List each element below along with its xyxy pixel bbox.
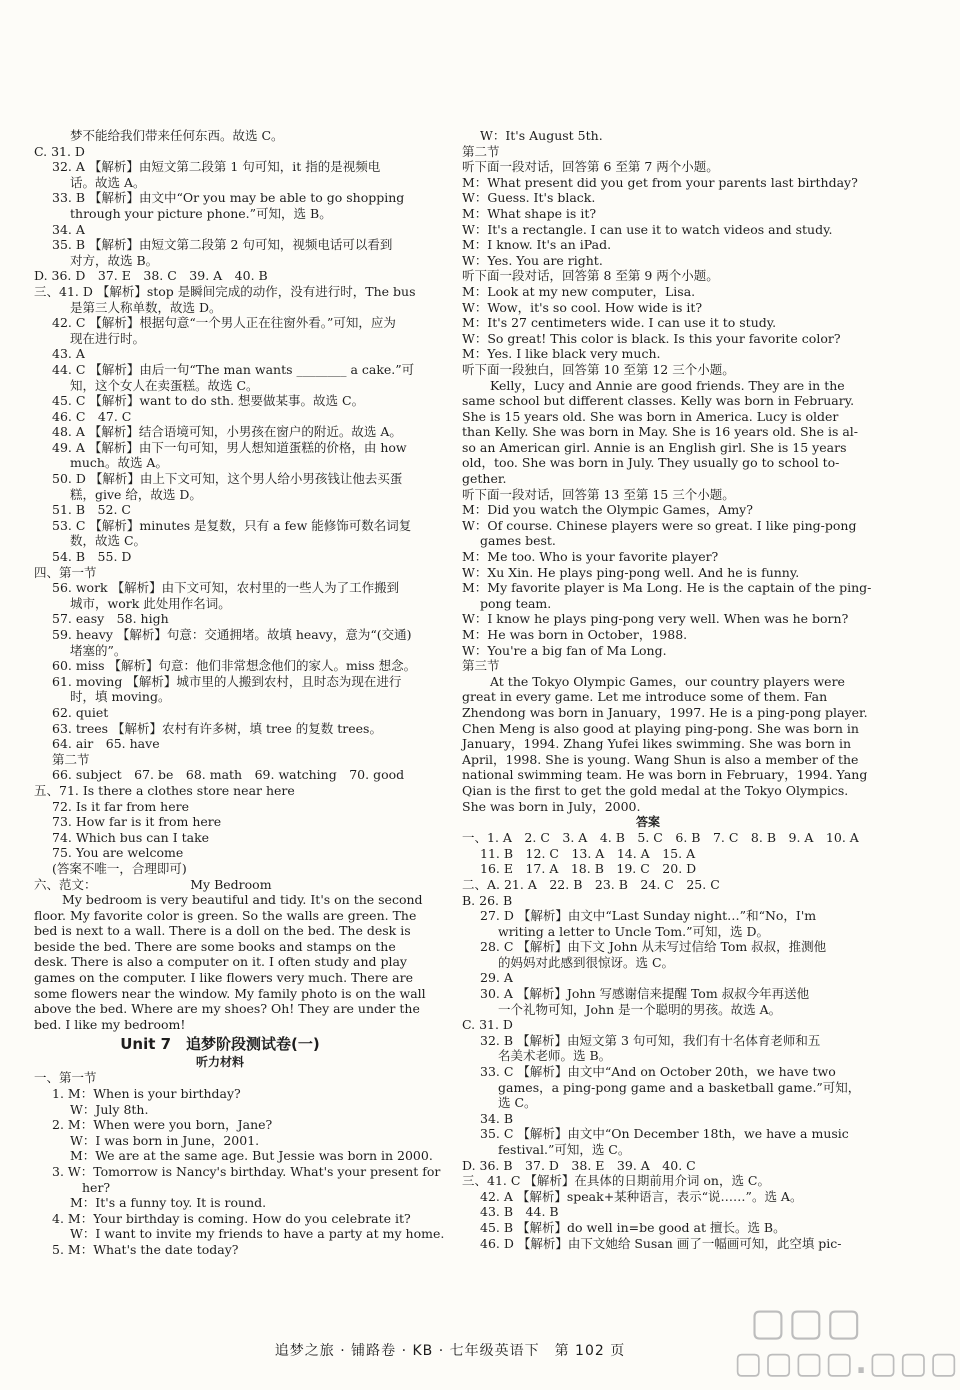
right-line: 听下面一段对话，回答第 8 至第 9 两个小题。 xyxy=(462,268,719,284)
left-line: 城市，work 此处用作名词。 xyxy=(70,595,231,611)
right-line: M：Me too. Who is your favorite player? xyxy=(462,549,719,565)
right-line: M：What present did you get from your parents last birthday? xyxy=(462,174,858,190)
left-line: through your picture phone.”可知，选 B。 xyxy=(70,205,332,221)
right-listening-block xyxy=(462,128,872,814)
right-line: W：Xu Xin. He plays ping-pong well. And he is funny. xyxy=(462,564,800,580)
right2-line: D. 36. B 37. D 38. E 39. A 40. C xyxy=(462,1157,696,1173)
left-line: 四、第一节 xyxy=(34,564,97,580)
right-line: than Kelly. She was born in May. She is 16 years old. She is al- xyxy=(462,424,859,440)
left-line: 35. B 【解析】由短文第二段第 2 句可知，视频电话可以看到 xyxy=(52,237,393,253)
right2-line: 一、1. A 2. C 3. A 4. B 5. C 6. B 7. C 8. B 9. A 10. A xyxy=(462,830,859,846)
left-line: 五、71. Is there a clothes store near here xyxy=(34,782,295,798)
left2-line: 1. M：When is your birthday? xyxy=(52,1086,241,1102)
right2-line: 27. D 【解析】由文中“Last Sunday night…”和“No，I'm xyxy=(480,908,817,924)
left-line: 60. miss 【解析】句意：他们非常想念他们的家人。miss 想念。 xyxy=(52,658,417,674)
left-line: 44. C 【解析】由后一句“The man wants ________ a cake.”可 xyxy=(52,361,415,377)
left-line: beside the bed. There are some books and stamps on the xyxy=(34,938,396,954)
right2-line: 二、A. 21. A 22. B 23. B 24. C 25. C xyxy=(462,876,720,892)
right2-line: 一个礼物可知，John 是一个聪明的男孩。故选 A。 xyxy=(498,1001,782,1017)
right2-line: 三、41. C 【解析】在具体的日期前用介词 on，选 C。 xyxy=(462,1173,770,1189)
left-line: 数，故选 C。 xyxy=(70,533,147,549)
left-column xyxy=(34,128,445,1258)
left-line: D. 36. D 37. E 38. C 39. A 40. B xyxy=(34,268,268,284)
right-line: W：I know he plays ping-pong very well. When was he born? xyxy=(462,611,849,627)
watermark-cn: ▢▢▢ xyxy=(750,1300,864,1344)
watermark-logo xyxy=(720,1300,960,1384)
right-line: W：So great! This color is black. Is this your favorite color? xyxy=(462,330,841,346)
left-line: 42. C 【解析】根据句意“一个男人正在往窗外看。”可知，应为 xyxy=(52,315,396,331)
right-line: She is 15 years old. She was born in America. Lucy is older xyxy=(462,408,839,424)
right2-line: 46. D 【解析】由下文她给 Susan 画了一幅画可知，此空填 pic- xyxy=(480,1235,842,1251)
right-line: W：Of course. Chinese players were so great. I like ping-pong xyxy=(462,517,857,533)
left-line: 64. air 65. have xyxy=(52,736,160,752)
left-line: some flowers near the window. My family photo is on the wall xyxy=(34,985,426,1001)
left-line: 第二节 xyxy=(52,751,90,767)
left-line: much。故选 A。 xyxy=(70,455,168,471)
left-line: 话。故选 A。 xyxy=(70,174,146,190)
left-line: 51. B 52. C xyxy=(52,502,131,518)
right2-line: 的妈妈对此感到很惊讶。选 C。 xyxy=(498,954,675,970)
right-line: pong team. xyxy=(480,595,552,611)
right-answers-block xyxy=(462,830,861,1251)
left-line: 73. How far is it from here xyxy=(52,814,222,830)
left2-line: 3. W：Tomorrow is Nancy's birthday. What's your present for xyxy=(52,1164,441,1179)
right-line: W：Yes. You are right. xyxy=(462,252,603,268)
left-line: 45. C 【解析】want to do sth. 想要做某事。故选 C。 xyxy=(52,393,365,409)
right-line: At the Tokyo Olympic Games，our country players were xyxy=(490,673,845,689)
left2-line: 一、第一节 xyxy=(34,1070,97,1086)
right-line: M：What shape is it? xyxy=(462,205,597,221)
right-line: 第二节 xyxy=(462,143,500,159)
right-line: April，1998. She is young. Wang Shun is also a member of the xyxy=(462,751,859,767)
right2-line: 42. A 【解析】speak+某种语言，表示“说……”。选 A。 xyxy=(480,1188,803,1204)
left-line: 66. subject 67. be 68. math 69. watching 70. good xyxy=(52,767,405,783)
left-line: 32. A 【解析】由短文第二段第 1 句可知，it 指的是视频电 xyxy=(52,159,381,175)
right-line: W：It's August 5th. xyxy=(480,128,603,143)
left-line: floor. My favorite color is green. So the walls are green. The xyxy=(34,907,417,923)
left-line: 74. Which bus can I take xyxy=(52,829,210,845)
left-line: 53. C 【解析】minutes 是复数，只有 a few 能修饰可数名词复 xyxy=(52,517,412,533)
right-line: 听下面一段对话，回答第 13 至第 15 三个小题。 xyxy=(462,486,735,502)
right-line: M：It's 27 centimeters wide. I can use it to study. xyxy=(462,315,777,331)
right2-line: 名美术老师。选 B。 xyxy=(498,1048,612,1064)
right2-line: 11. B 12. C 13. A 14. A 15. A xyxy=(480,845,696,861)
right2-line: 33. C 【解析】由文中“And on October 20th，we have two xyxy=(480,1064,836,1080)
right-line: W：Guess. It's black. xyxy=(462,190,596,206)
left-line: bed is next to a wall. There is a doll on the bed. The desk is xyxy=(34,923,411,939)
left2-line: W：I want to invite my friends to have a party at my home. xyxy=(70,1226,445,1242)
right-line: Zhendong was born in January，1997. He is a ping-pong player. xyxy=(462,704,868,720)
left-line: 现在进行时。 xyxy=(70,330,146,346)
right-line: Chen Meng is also good at playing ping-pong. She was born in xyxy=(462,720,859,736)
right-line: January，1994. Zhang Yufei likes swimming. She was born in xyxy=(462,736,852,752)
right-line: games best. xyxy=(480,533,556,549)
left-line: 六、范文： My Bedroom xyxy=(34,876,272,892)
right-line: M：I know. It's an iPad. xyxy=(462,237,612,253)
right2-line: 34. B xyxy=(480,1110,514,1126)
left2-line: her? xyxy=(82,1179,111,1195)
left-line: (答案不唯一，合理即可) xyxy=(52,860,187,876)
left-line: 63. trees 【解析】农村有许多树，填 tree 的复数 trees。 xyxy=(52,720,382,736)
left-line: above the bed. Where are my shoes? Oh! They are under the xyxy=(34,1001,420,1017)
left-line: 56. work 【解析】由下文可知，农村里的一些人为了工作搬到 xyxy=(52,580,400,596)
right2-line: writing a letter to Uncle Tom.”可知，选 D。 xyxy=(498,923,770,939)
left-answers-block xyxy=(34,128,426,1032)
right2-line: 29. A xyxy=(480,970,513,986)
right2-line: 35. C 【解析】由文中“On December 18th，we have a music xyxy=(480,1126,849,1142)
right-line: great in every game. Let me introduce some of them. Fan xyxy=(462,689,828,705)
left2-line: 5. M：What's the date today? xyxy=(52,1241,239,1257)
right-line: 第三节 xyxy=(462,658,500,674)
right2-line: 28. C 【解析】由下文 John 从未写过信给 Tom 叔叔，推测他 xyxy=(480,939,827,955)
left-line: 是第三人称单数，故选 D。 xyxy=(70,299,222,315)
right2-line: 30. A 【解析】John 写感谢信来提醒 Tom 叔叔今年再送他 xyxy=(480,986,810,1002)
left-line: 46. C 47. C xyxy=(52,408,132,424)
right2-line: 43. B 44. B xyxy=(480,1204,559,1220)
left2-line: W：July 8th. xyxy=(70,1101,149,1117)
right-line: Kelly，Lucy and Annie are good friends. They are in the xyxy=(490,377,845,393)
right2-line: 16. E 17. A 18. B 19. C 20. D xyxy=(480,861,697,877)
right-line: M：Look at my new computer，Lisa. xyxy=(462,283,696,299)
right-line: old，too. She was born in July. They usually go to school to- xyxy=(462,455,840,471)
answers-title: 答案 xyxy=(635,815,660,830)
right2-line: B. 26. B xyxy=(462,892,513,908)
right-line: W：You're a big fan of Ma Long. xyxy=(462,642,667,658)
right-line: M：My favorite player is Ma Long. He is the captain of the ping- xyxy=(462,580,872,596)
right2-line: 选 C。 xyxy=(498,1095,537,1111)
left-line: 33. B 【解析】由文中“Or you may be able to go shopping xyxy=(52,190,405,206)
right2-line: games，a ping-pong game and a basketball game.”可知， xyxy=(498,1079,861,1095)
left-line: 34. A xyxy=(52,221,85,237)
right2-line: 32. B 【解析】由短文第 3 句可知，我们有十名体育老师和五 xyxy=(480,1032,821,1048)
left-line: 54. B 55. D xyxy=(52,549,132,565)
right-line: so an American girl. Annie is an English girl. She is 15 years xyxy=(462,439,847,455)
left-line: desk. There is also a computer on it. I often study and play xyxy=(34,954,407,970)
left-line: C. 31. D xyxy=(34,143,85,159)
left2-line: 2. M：When were you born，Jane? xyxy=(52,1117,273,1133)
right-line: Qian is the first to get the gold medal at the Tokyo Olympics. xyxy=(462,782,849,798)
left-line: 61. moving 【解析】城市里的人搬到农村，且时态为现在进行 xyxy=(52,673,402,689)
right-line: national swimming team. He was born in February，1994. Yang xyxy=(462,767,868,783)
left2-line: M：We are at the same age. But Jessie was born in 2000. xyxy=(70,1148,433,1164)
left-line: 知，这个女人在卖蛋糕。故选 C。 xyxy=(70,377,259,393)
right-line: M：Yes. I like black very much. xyxy=(462,346,661,362)
right-line: M：Did you watch the Olympic Games，Amy? xyxy=(462,502,753,518)
right-line: 听下面一段独白，回答第 10 至第 12 三个小题。 xyxy=(462,361,735,377)
page-footer: 追梦之旅 · 铺路卷 · KB · 七年级英语下 第 102 页 xyxy=(274,1343,626,1359)
right2-line: festival.”可知，选 C。 xyxy=(498,1142,631,1157)
left-line: 75. You are welcome xyxy=(52,845,184,861)
right2-line: C. 31. D xyxy=(462,1017,513,1033)
left-line: bed. I like my bedroom! xyxy=(34,1016,186,1032)
right-line: same school but different classes. Kelly was born in February. xyxy=(462,393,855,409)
right-line: 听下面一段对话，回答第 6 至第 7 两个小题。 xyxy=(462,159,719,175)
left-line: 时，填 moving。 xyxy=(70,689,171,705)
left-line: 43. A xyxy=(52,346,85,362)
right-line: She was born in July，2000. xyxy=(462,798,641,814)
left-line: games on the computer. I like flowers very much. There are xyxy=(34,970,413,986)
right2-line: 45. B 【解析】do well in=be good at 擅长。选 B。 xyxy=(480,1219,786,1235)
left-line: 72. Is it far from here xyxy=(52,798,189,814)
left-line: 三、41. D 【解析】stop 是瞬间完成的动作，没有进行时，The bus xyxy=(34,283,416,299)
right-column xyxy=(462,128,872,1251)
left-line: 49. A 【解析】由下一句可知，男人想知道蛋糕的价格，由 how xyxy=(52,439,407,455)
left-line: 62. quiet xyxy=(52,704,109,720)
left-line: 梦不能给我们带来任何东西。故选 C。 xyxy=(70,128,284,143)
left-line: 50. D 【解析】由上下文可知，这个男人给小男孩钱让他去买蛋 xyxy=(52,471,403,487)
left-line: 堵塞的”。 xyxy=(70,642,127,658)
unit-title: Unit 7 追梦阶段测试卷(一) xyxy=(120,1035,320,1054)
right-line: W：It's a rectangle. I can use it to watch videos and study. xyxy=(462,221,833,237)
watermark-en: ▢▢▢▢.▢▢▢ xyxy=(734,1346,960,1381)
listening-title: 听力材料 xyxy=(195,1055,244,1070)
left-line: 48. A 【解析】结合语境可知，小男孩在窗户的附近。故选 A。 xyxy=(52,424,402,440)
right-line: W：Wow，it's so cool. How wide is it? xyxy=(462,299,703,315)
left2-line: W：I was born in June，2001. xyxy=(70,1132,260,1148)
right-line: M：He was born in October，1988. xyxy=(462,627,688,642)
left-line: My bedroom is very beautiful and tidy. It's on the second xyxy=(62,892,423,908)
left2-line: M：It's a funny toy. It is round. xyxy=(70,1195,267,1211)
left-line: 糕，give 给，故选 D。 xyxy=(70,486,202,502)
listening-script-block xyxy=(34,1070,445,1257)
left-line: 对方，故选 B。 xyxy=(70,252,159,268)
left-line: 57. easy 58. high xyxy=(52,611,169,627)
right-line: gether. xyxy=(462,471,507,487)
left2-line: 4. M：Your birthday is coming. How do you celebrate it? xyxy=(52,1210,411,1226)
left-line: 59. heavy 【解析】句意：交通拥堵。故填 heavy，意为“(交通) xyxy=(52,627,412,642)
